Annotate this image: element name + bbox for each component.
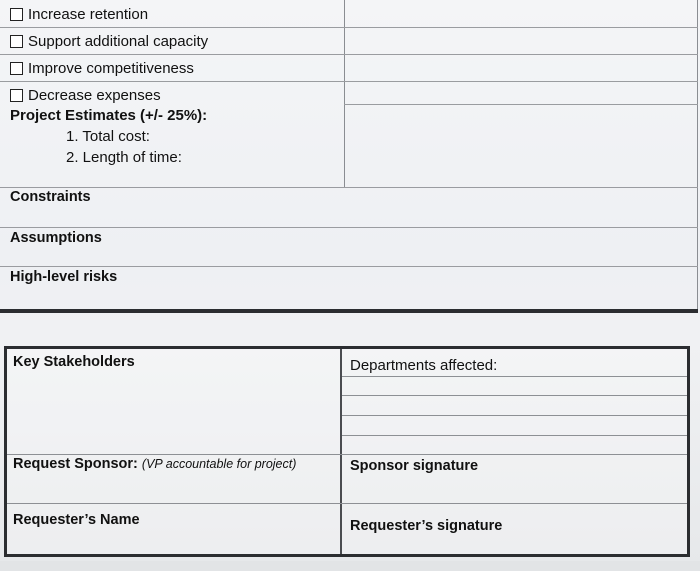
row-divider (0, 54, 698, 55)
departments-affected-label: Departments affected: (350, 357, 498, 374)
objective-label: Support additional capacity (28, 32, 209, 50)
row-divider (0, 187, 698, 188)
objective-label: Increase retention (28, 5, 149, 23)
assumptions-label: Assumptions (10, 230, 102, 246)
requester-name-label: Requester’s Name (13, 512, 140, 528)
column-divider (344, 0, 345, 188)
checkbox[interactable] (10, 8, 23, 21)
estimate-length-of-time: 2. Length of time: (66, 149, 182, 166)
row-divider (0, 27, 698, 28)
requester-signature-label: Requester’s signature (350, 518, 503, 534)
high-level-risks-label: High-level risks (10, 269, 118, 285)
request-sponsor-label (13, 456, 296, 472)
row-divider (7, 503, 687, 504)
objective-improve-competitiveness[interactable] (10, 57, 194, 79)
project-estimates-heading: Project Estimates (+/- 25%): (10, 107, 208, 124)
row-divider (0, 227, 698, 228)
checkbox[interactable] (10, 62, 23, 75)
table-bottom-border (0, 309, 698, 313)
checkbox[interactable] (10, 35, 23, 48)
row-divider (342, 415, 687, 416)
objective-label: Decrease expenses (28, 86, 161, 104)
key-stakeholders-label: Key Stakeholders (13, 354, 135, 370)
objective-increase-retention[interactable] (10, 3, 148, 25)
row-divider (344, 104, 698, 105)
objective-decrease-expenses[interactable] (10, 84, 161, 106)
request-sponsor-note: (VP accountable for project) (141, 457, 297, 471)
stakeholders-table (4, 346, 690, 557)
column-divider (340, 349, 342, 554)
sponsor-signature-label: Sponsor signature (350, 458, 479, 474)
request-sponsor-title: Request Sponsor: (13, 456, 138, 472)
estimate-total-cost: 1. Total cost: (66, 128, 150, 145)
objective-support-capacity[interactable] (10, 30, 208, 52)
row-divider (342, 435, 687, 436)
row-divider (0, 266, 698, 267)
page-bottom-edge (0, 561, 700, 571)
row-divider (342, 395, 687, 396)
constraints-label: Constraints (10, 189, 91, 205)
objective-label: Improve competitiveness (28, 59, 194, 77)
checkbox[interactable] (10, 89, 23, 102)
row-divider (0, 81, 698, 82)
row-divider (7, 454, 687, 455)
row-divider (342, 376, 687, 377)
